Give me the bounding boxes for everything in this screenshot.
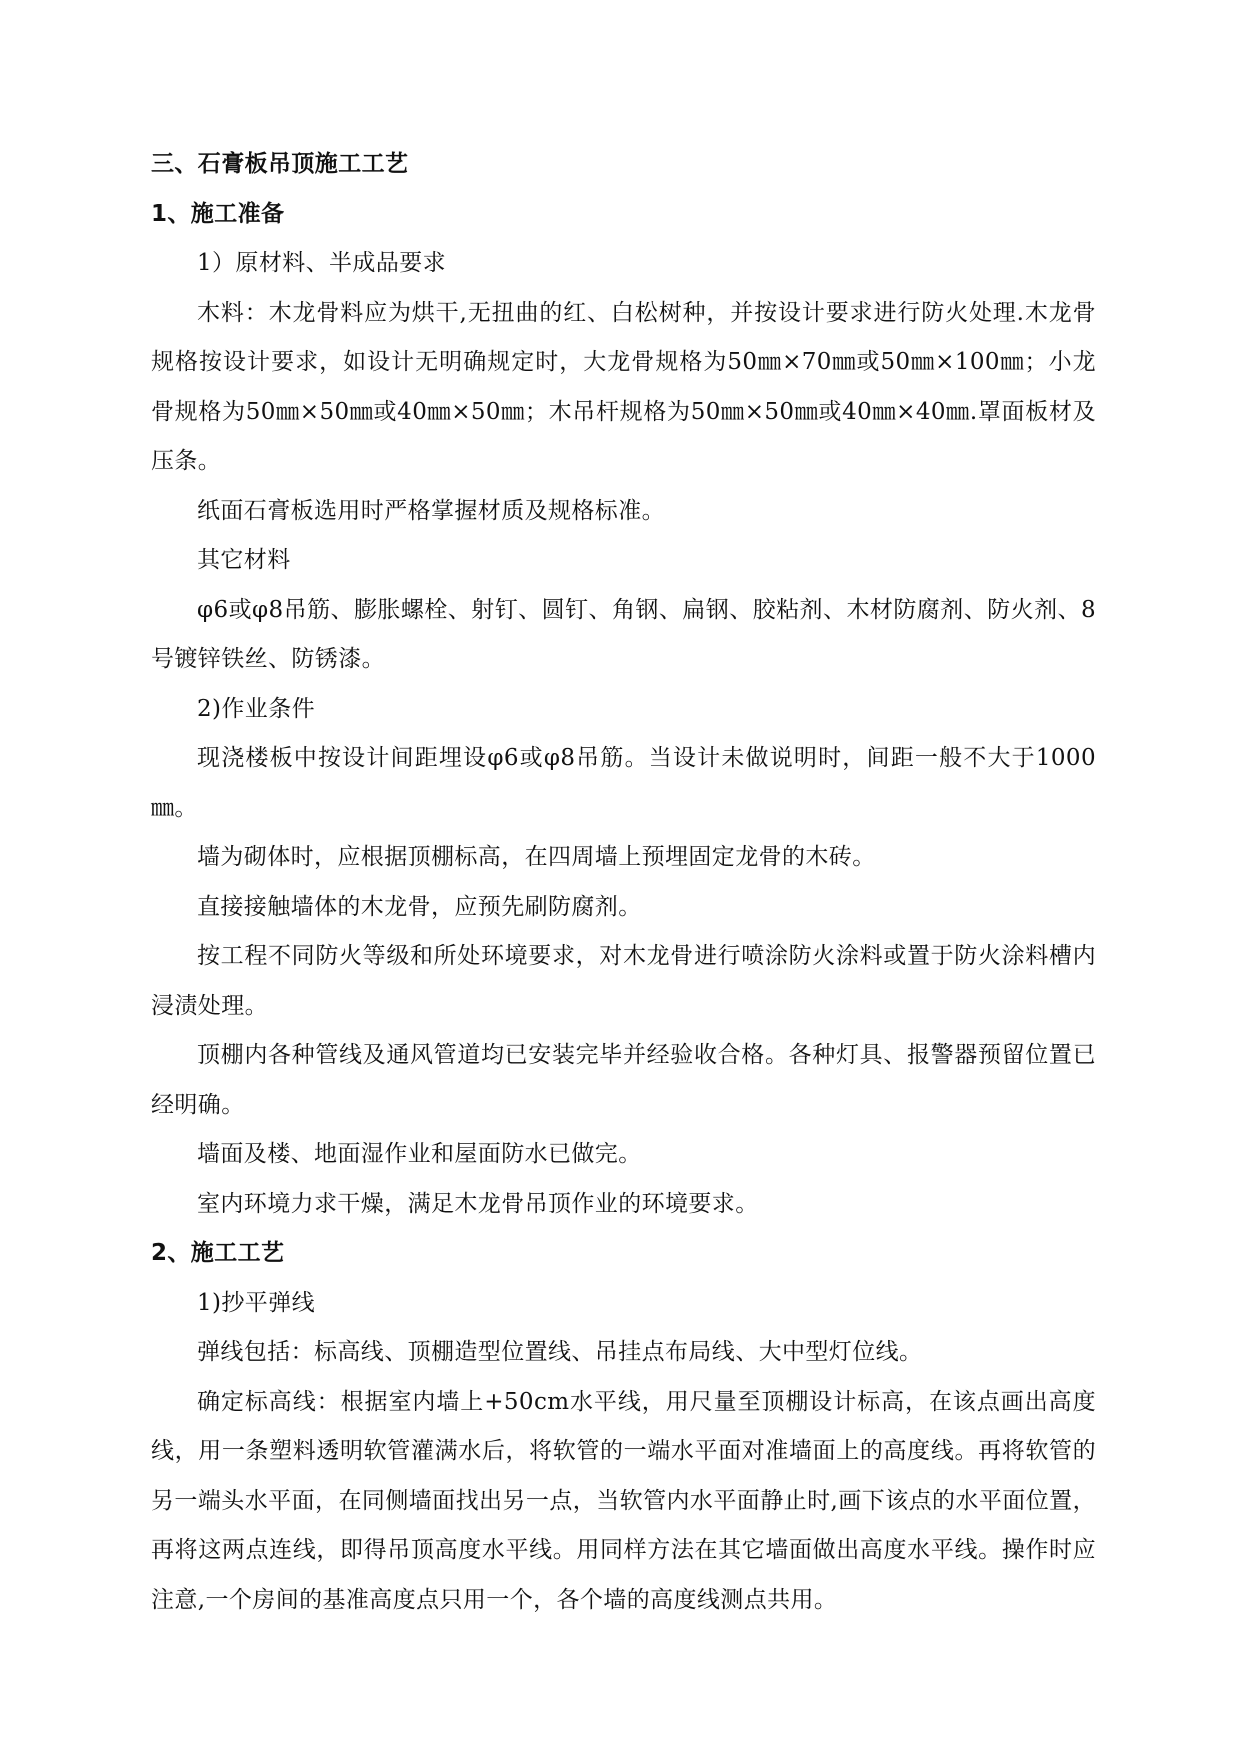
condition-7: 室内环境力求干燥，满足木龙骨吊顶作业的环境要求。 <box>197 1190 759 1217</box>
level-paragraph: 确定标高线：根据室内墙上+50cm水平线，用尺量至顶棚设计标高，在该点画出高度线，用一条塑料透明软管灌满水后，将软管的一端水平面对准墙面上的高度线。再将软管的另一端头水平面，在同侧墙面找出另一点，当软管内水平面静止时,画下该点的水平面位置，再将这两点连线，即得吊顶高度水平线。用同样方法在其它墙面做出高度水平线。操作时应注意,一个房间的基准高度点只用一个，各个墙的高度线测点共用。 <box>151 1388 1096 1613</box>
other-materials-title: 其它材料 <box>197 547 291 573</box>
condition-6: 墙面及楼、地面湿作业和屋面防水已做完。 <box>197 1141 642 1167</box>
gypsum-paragraph: 纸面石膏板选用时严格掌握材质及规格标准。 <box>197 497 665 524</box>
section-title: 三、石膏板吊顶施工工艺 <box>151 151 409 177</box>
document-page <box>151 140 1096 1625</box>
part1-heading: 1、施工准备 <box>151 200 285 227</box>
wood-paragraph: 木料：木龙骨料应为烘干,无扭曲的红、白松树种，并按设计要求进行防火处理.木龙骨规格按设计要求，如设计无明确规定时，大龙骨规格为50㎜×70㎜或50㎜×100㎜；小龙骨规格为50㎜×50㎜或40㎜×50㎜；木吊杆规格为50㎜×50㎜或40㎜×40㎜.罩面板材及压条。 <box>151 299 1096 474</box>
part2-heading: 2、施工工艺 <box>151 1240 285 1266</box>
other-materials-list: φ6或φ8吊筋、膨胀螺栓、射钉、圆钉、角钢、扁钢、胶粘剂、木材防腐剂、防火剂、8号镀锌铁丝、防锈漆。 <box>151 596 1096 672</box>
part2-sub1: 1)抄平弹线 <box>197 1289 316 1316</box>
condition-2: 墙为砌体时，应根据顶棚标高，在四周墙上预埋固定龙骨的木砖。 <box>197 844 876 870</box>
condition-4: 按工程不同防火等级和所处环境要求，对木龙骨进行喷涂防火涂料或置于防火涂料槽内浸渍处理。 <box>151 943 1096 1019</box>
part1-sub1: 1）原材料、半成品要求 <box>197 250 447 276</box>
condition-3: 直接接触墙体的木龙骨，应预先刷防腐剂。 <box>197 893 642 920</box>
snapline-paragraph: 弹线包括：标高线、顶棚造型位置线、吊挂点布局线、大中型灯位线。 <box>197 1339 923 1365</box>
part1-sub2: 2)作业条件 <box>197 695 316 722</box>
condition-5: 顶棚内各种管线及通风管道均已安装完毕并经验收合格。各种灯具、报警器预留位置已经明确。 <box>151 1042 1096 1118</box>
condition-1: 现浇楼板中按设计间距埋设φ6或φ8吊筋。当设计未做说明时，间距一般不大于1000㎜。 <box>151 745 1096 821</box>
